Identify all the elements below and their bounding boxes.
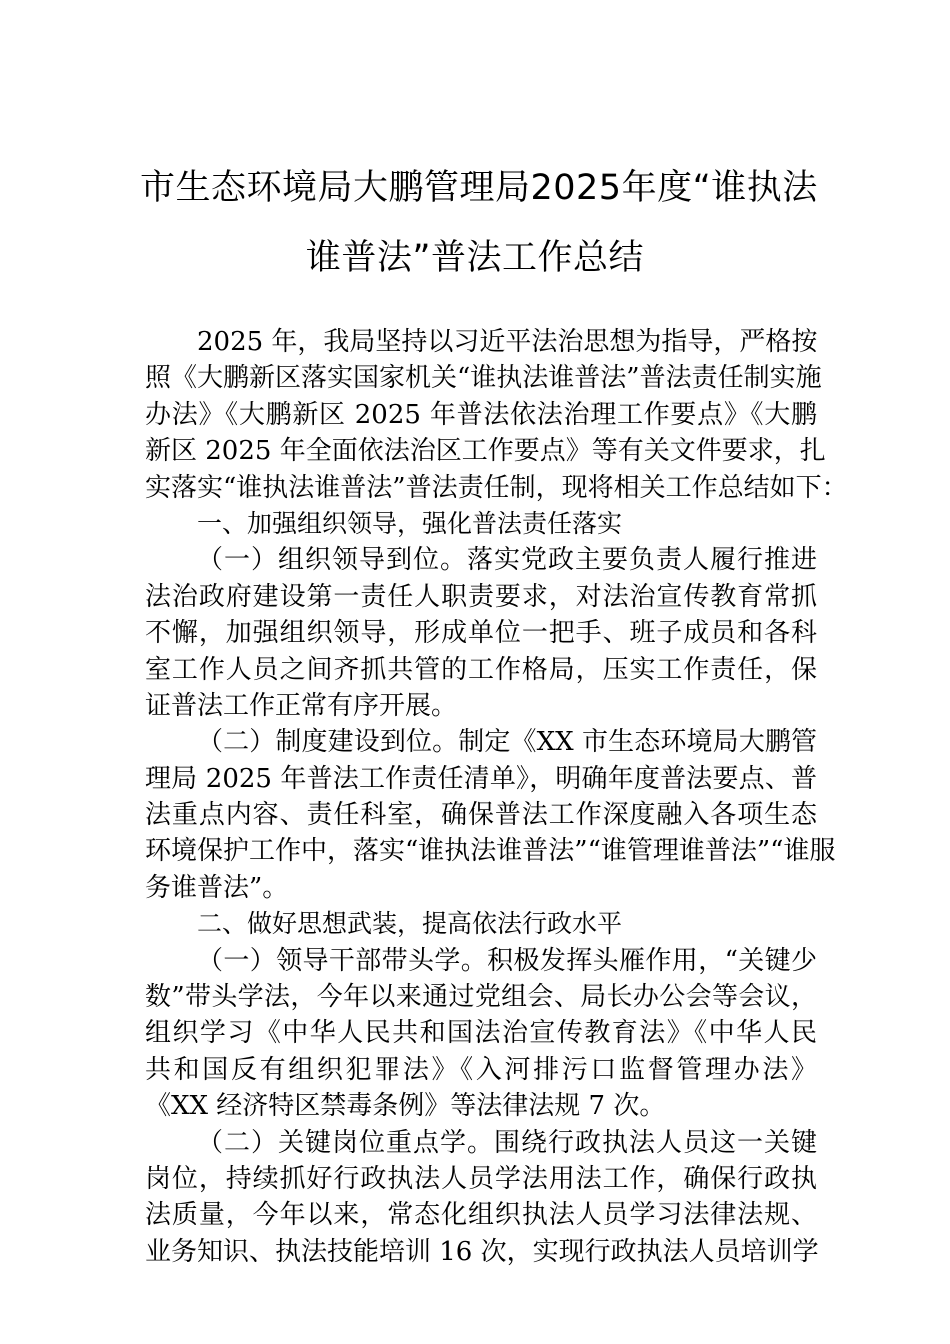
paragraph-line: 《XX 经济特区禁毒条例》等法律法规 7 次。 [145, 1091, 666, 1122]
paragraph-line: （一）组织领导到位。落实党政主要负责人履行推进 [197, 545, 817, 576]
paragraph-line: （一）领导干部带头学。积极发挥头雁作用，“关键少 [197, 945, 817, 976]
document-title-line-1: 市生态环境局大鹏管理局2025年度“谁执法 [140, 168, 818, 208]
paragraph-line: 办法》《大鹏新区 2025 年普法依法治理工作要点》《大鹏 [145, 399, 817, 430]
paragraph-line: 岗位，持续抓好行政执法人员学法用法工作，确保行政执 [145, 1163, 817, 1194]
paragraph-line: 新区 2025 年全面依法治区工作要点》等有关文件要求，扎 [145, 436, 826, 467]
paragraph-line: 法质量，今年以来，常态化组织执法人员学习法律法规、 [145, 1200, 817, 1231]
paragraph-line: 不懈，加强组织领导，形成单位一把手、班子成员和各科 [145, 618, 817, 649]
paragraph-line: 环境保护工作中，落实“谁执法谁普法”“谁管理谁普法”“谁服 [145, 836, 836, 867]
section-heading: 二、做好思想武装，提高依法行政水平 [197, 909, 623, 939]
paragraph-line: 数”带头学法，今年以来通过党组会、局长办公会等会议， [145, 982, 817, 1013]
document-title-line-2: 谁普法”普法工作总结 [305, 238, 645, 278]
paragraph-line: 理局 2025 年普法工作责任清单》，明确年度普法要点、普 [145, 763, 817, 794]
paragraph-line: 业务知识、执法技能培训 16 次，实现行政执法人员培训学 [145, 1236, 819, 1267]
paragraph-line: 组织学习《中华人民共和国法治宣传教育法》《中华人民 [145, 1018, 817, 1049]
section-heading: 一、加强组织领导，强化普法责任落实 [197, 508, 623, 538]
paragraph-line: 实落实“谁执法谁普法”普法责任制，现将相关工作总结如下： [145, 472, 848, 503]
paragraph-line: 务谁普法”。 [145, 872, 289, 903]
paragraph-line: 证普法工作正常有序开展。 [145, 690, 458, 721]
paragraph-line: 2025 年，我局坚持以习近平法治思想为指导，严格按 [197, 327, 818, 357]
paragraph-line: （二）制度建设到位。制定《XX 市生态环境局大鹏管 [197, 727, 817, 758]
document-body [145, 324, 848, 1270]
paragraph-line: （二）关键岗位重点学。围绕行政执法人员这一关键 [197, 1127, 817, 1158]
paragraph-line: 照《大鹏新区落实国家机关“谁执法谁普法”普法责任制实施 [145, 363, 822, 394]
paragraph-line: 法重点内容、责任科室，确保普法工作深度融入各项生态 [145, 800, 817, 831]
paragraph-line: 共和国反有组织犯罪法》《入河排污口监督管理办法》 [145, 1054, 817, 1085]
paragraph-line: 法治政府建设第一责任人职责要求，对法治宣传教育常抓 [145, 581, 817, 612]
paragraph-line: 室工作人员之间齐抓共管的工作格局，压实工作责任，保 [145, 654, 817, 685]
